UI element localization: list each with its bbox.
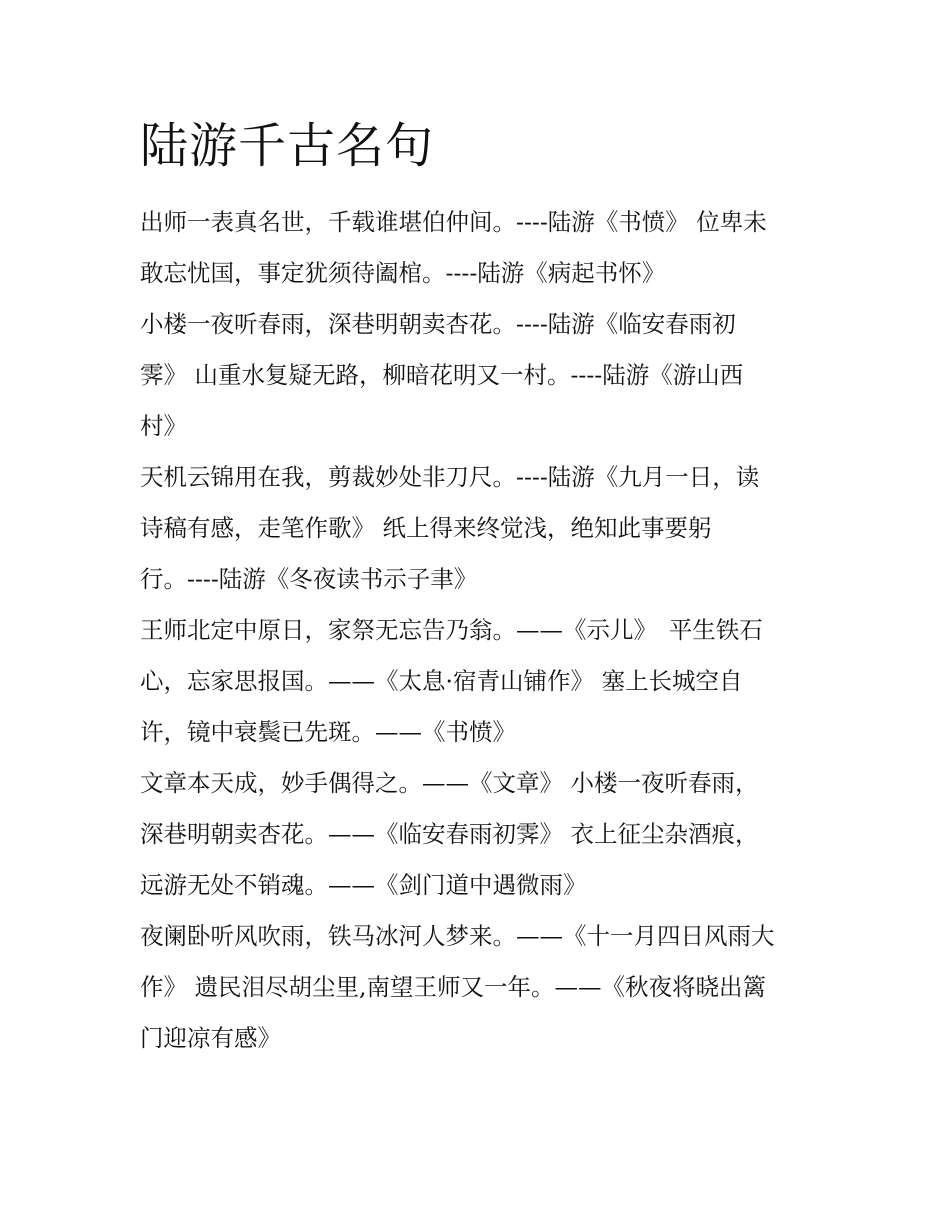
text-line: 小楼一夜听春雨，深巷明朝卖杏花。----陆游《临安春雨初	[140, 310, 736, 338]
text-line: 夜阑卧听风吹雨，铁马冰河人梦来。——《十一月四日风雨大	[140, 922, 775, 950]
text-line: 远游无处不销魂。——《剑门道中遇微雨》	[140, 871, 587, 899]
text-line: 心，忘家思报国。——《太息·宿青山铺作》 塞上长城空自	[140, 667, 743, 695]
text-line: 王师北定中原日，家祭无忘告乃翁。——《示儿》 平生铁石	[140, 616, 763, 644]
text-line: 诗稿有感，走笔作歌》 纸上得来终觉浅，绝知此事要躬	[140, 514, 712, 542]
text-line: 深巷明朝卖杏花。——《临安春雨初霁》 衣上征尘杂酒痕，	[140, 820, 759, 848]
text-line: 敢忘忧国，事定犹须待阖棺。----陆游《病起书怀》	[140, 259, 666, 287]
text-line: 门迎凉有感》	[140, 1024, 281, 1052]
text-line: 村》	[140, 412, 187, 440]
text-line: 文章本天成，妙手偶得之。——《文章》 小楼一夜听春雨，	[140, 769, 759, 797]
text-line: 许，镜中衰鬓已先斑。——《书愤》	[140, 718, 516, 746]
text-line: 霁》 山重水复疑无路，柳暗花明又一村。----陆游《游山西	[140, 361, 744, 389]
text-line: 行。----陆游《冬夜读书示子聿》	[140, 565, 478, 593]
document-body	[140, 197, 820, 1064]
document-title: 陆游千古名句	[140, 118, 435, 174]
text-line: 出师一表真名世，千载谁堪伯仲间。----陆游《书愤》 位卑未	[140, 208, 767, 236]
text-line: 天机云锦用在我，剪裁妙处非刀尺。----陆游《九月一日，读	[140, 463, 760, 491]
text-line: 作》 遗民泪尽胡尘里,南望王师又一年。——《秋夜将晓出篱	[140, 973, 766, 1001]
